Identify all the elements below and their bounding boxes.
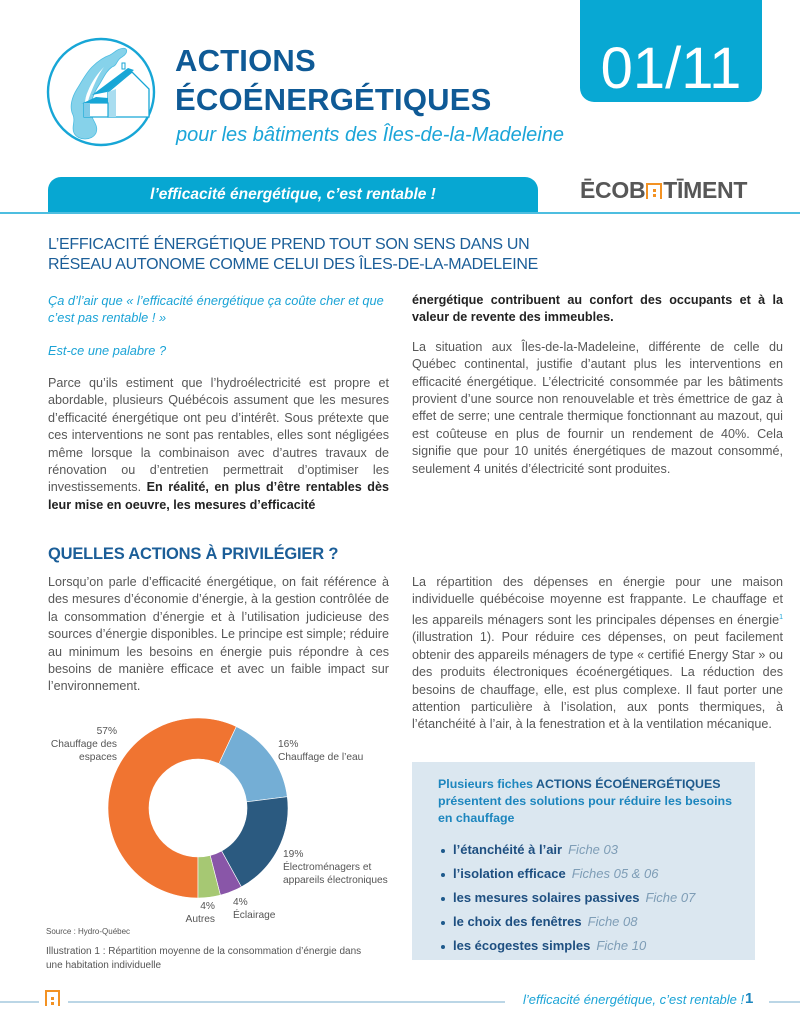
bullet-icon bbox=[441, 873, 445, 877]
item-label: l’étanchéité à l’air bbox=[453, 842, 563, 857]
section1-heading-line2: RÉSEAU AUTONOME COMME CELUI DES ÎLES-DE-LA-MADELEINE bbox=[48, 256, 538, 273]
section1-paragraph-2: La situation aux Îles-de-la-Madeleine, différente de celle du Québec continental, justifie d’autant plus les interventions en efficacité énergétique. L’électricité consommée par les bâtiments provient d’une source non renouvelable et très émettrice de gaz à effet de serre; une centrale thermique fonctionnant au mazout, qui est coûteuse en plus de fournir un rendement de 40%. Cela signifie que pour 10 unités énergétiques de mazout consommé, seulement 4 unités d’électricité sont produites. bbox=[412, 339, 783, 476]
header-divider bbox=[0, 212, 800, 214]
slice-name-line: Chauffage des bbox=[50, 739, 117, 750]
sheet-list bbox=[438, 838, 695, 958]
section2-right-column bbox=[412, 574, 783, 734]
para1-bold-continued: énergétique contribuent au confort des occupants et à la valeur de revente des immeubles. bbox=[412, 293, 783, 325]
item-label: les mesures solaires passives bbox=[453, 890, 640, 905]
item-label: le choix des fenêtres bbox=[453, 914, 582, 929]
bullet-icon bbox=[441, 945, 445, 949]
section1-right-column bbox=[412, 292, 783, 478]
sheet-number: 01/11 bbox=[600, 36, 742, 101]
slice-name-line: espaces bbox=[79, 752, 117, 763]
list-item[interactable] bbox=[438, 910, 695, 934]
slice-name-line: Autres bbox=[185, 914, 215, 925]
slice-label-appliances bbox=[283, 848, 388, 887]
slice-value-label: 4% bbox=[200, 901, 215, 912]
list-item[interactable] bbox=[438, 886, 695, 910]
slice-label-space-heating bbox=[30, 725, 117, 764]
bullet-icon bbox=[441, 897, 445, 901]
slice-value-label: 4% bbox=[233, 897, 248, 908]
slice-label-lighting bbox=[233, 896, 275, 922]
door-icon bbox=[45, 990, 60, 1006]
ecobatiment-logo bbox=[580, 177, 747, 204]
para1-text: Parce qu’ils estiment que l’hydroélectricité est propre et abordable, plusieurs Québécois assument que les mesures d’efficacité énergétique ont peu d’intérêt. Sous prétexte que ces interventions ne sont pas rentables, elles sont négligées même lorsque la combinaison avec d’autres travaux de rénovation ou d’entretien permettrait d’optimiser les investissements. bbox=[48, 376, 389, 495]
intro-question-2: Est-ce une palabre ? bbox=[48, 343, 167, 358]
related-sheets-box bbox=[412, 762, 755, 960]
bullet-icon bbox=[441, 921, 445, 925]
chart-source: Source : Hydro-Québec bbox=[46, 927, 131, 936]
footer-rule-middle bbox=[68, 1001, 505, 1003]
list-item[interactable] bbox=[438, 934, 695, 958]
island-house-logo-icon bbox=[46, 37, 156, 147]
box-heading-pre: Plusieurs fiches bbox=[438, 777, 537, 791]
slice-value-label: 57% bbox=[96, 726, 117, 737]
right-para-text-2: (illustration 1). Pour réduire ces dépenses, on peut facilement obtenir des appareils ménagers de type « certifié Energy Star » ou des produits électroniques écoénergétiques. La réduction des besoins de chauffage, elle, est plus complexe. Il faut porter une attention particulière à l’isolation, aux ponts thermiques, à l’étanchéité à l’air, à la fenestration et à la ventilation mécanique. bbox=[412, 630, 783, 732]
slice-label-water-heating bbox=[278, 738, 363, 764]
item-label: l’isolation efficace bbox=[453, 866, 566, 881]
slice-name-line: Chauffage de l’eau bbox=[278, 752, 364, 763]
section2-left-paragraph: Lorsqu’on parle d’efficacité énergétique, on fait référence à des mesures d’économie d’énergie, à la gestion contrôlée de la consommation d’énergie et à l’utilisation judicieuse des sources d’énergie disponibles. Le principe est simple; réduire au minimum les besoins en énergie puis répondre à ces besoins de manière efficace et avec un faible impact sur l’environnement. bbox=[48, 575, 389, 694]
item-label: les écogestes simples bbox=[453, 938, 591, 953]
title-line-2: ÉCOÉNERGÉTIQUES bbox=[175, 82, 492, 117]
slice-name-line: appareils électroniques bbox=[283, 875, 388, 886]
section2-heading: QUELLES ACTIONS À PRIVILÉGIER ? bbox=[48, 545, 339, 563]
item-ref: Fiche 03 bbox=[568, 842, 618, 857]
banner-text: l’efficacité énergétique, c’est rentable ! bbox=[150, 186, 436, 203]
chart-caption: Illustration 1 : Répartition moyenne de la consommation d’énergie dans une habitation individuelle bbox=[46, 946, 362, 971]
slice-value-label: 19% bbox=[283, 849, 304, 860]
section2-right-paragraph bbox=[412, 574, 783, 734]
list-item[interactable] bbox=[438, 862, 695, 886]
footer-rule-right bbox=[769, 1001, 800, 1003]
title-line-1: ACTIONS bbox=[175, 43, 316, 78]
box-heading-strong: ACTIONS ÉCOÉNERGÉTIQUES bbox=[536, 777, 721, 791]
section2-left-column bbox=[48, 574, 389, 696]
para1-bold-text: En réalité, en plus d’être rentables dès leur mise en oeuvre, les mesures d’efficacité bbox=[48, 480, 389, 512]
subtitle: pour les bâtiments des Îles-de-la-Madeleine bbox=[176, 124, 564, 146]
brand-text-left: ĒCOB bbox=[580, 177, 646, 203]
section1-left-column bbox=[48, 292, 389, 514]
page-number: 1 bbox=[745, 990, 754, 1007]
footer-rule-left bbox=[0, 1001, 39, 1003]
bullet-icon bbox=[441, 849, 445, 853]
sheet-number-tab bbox=[580, 0, 762, 102]
section1-heading-line1: L’EFFICACITÉ ÉNERGÉTIQUE PREND TOUT SON SENS DANS UN bbox=[48, 236, 530, 253]
footnote-marker[interactable]: 1 bbox=[779, 613, 783, 621]
brand-text-right: TĪMENT bbox=[663, 177, 748, 203]
item-ref: Fiches 05 & 06 bbox=[571, 866, 659, 881]
box-heading-post: présentent des solutions pour réduire les besoins en chauffage bbox=[438, 794, 732, 825]
door-icon bbox=[646, 183, 662, 199]
item-ref: Fiche 10 bbox=[596, 938, 647, 953]
slice-name-line: Électroménagers et bbox=[283, 862, 372, 873]
section1-paragraph-1 bbox=[48, 375, 389, 514]
item-ref: Fiche 08 bbox=[587, 914, 638, 929]
slice-value-label: 16% bbox=[278, 739, 299, 750]
slice-label-other bbox=[170, 900, 215, 926]
slice-name-line: Éclairage bbox=[233, 910, 276, 921]
footer-tagline: l’efficacité énergétique, c’est rentable ! bbox=[523, 992, 745, 1007]
list-item[interactable] bbox=[438, 838, 695, 862]
section1-heading bbox=[48, 235, 538, 275]
right-para-text-1: La répartition des dépenses en énergie pour une maison individuelle québécoise moyenne est frappante. Le chauffage et les appareils ménagers sont les principales dépenses en énergie bbox=[412, 575, 783, 627]
item-ref: Fiche 07 bbox=[645, 890, 696, 905]
box-heading bbox=[438, 776, 738, 827]
intro-question: Ça d’l’air que « l’efficacité énergétique ça coûte cher et que c’est pas rentable ! » bbox=[48, 293, 384, 325]
banner-tab bbox=[48, 177, 538, 213]
